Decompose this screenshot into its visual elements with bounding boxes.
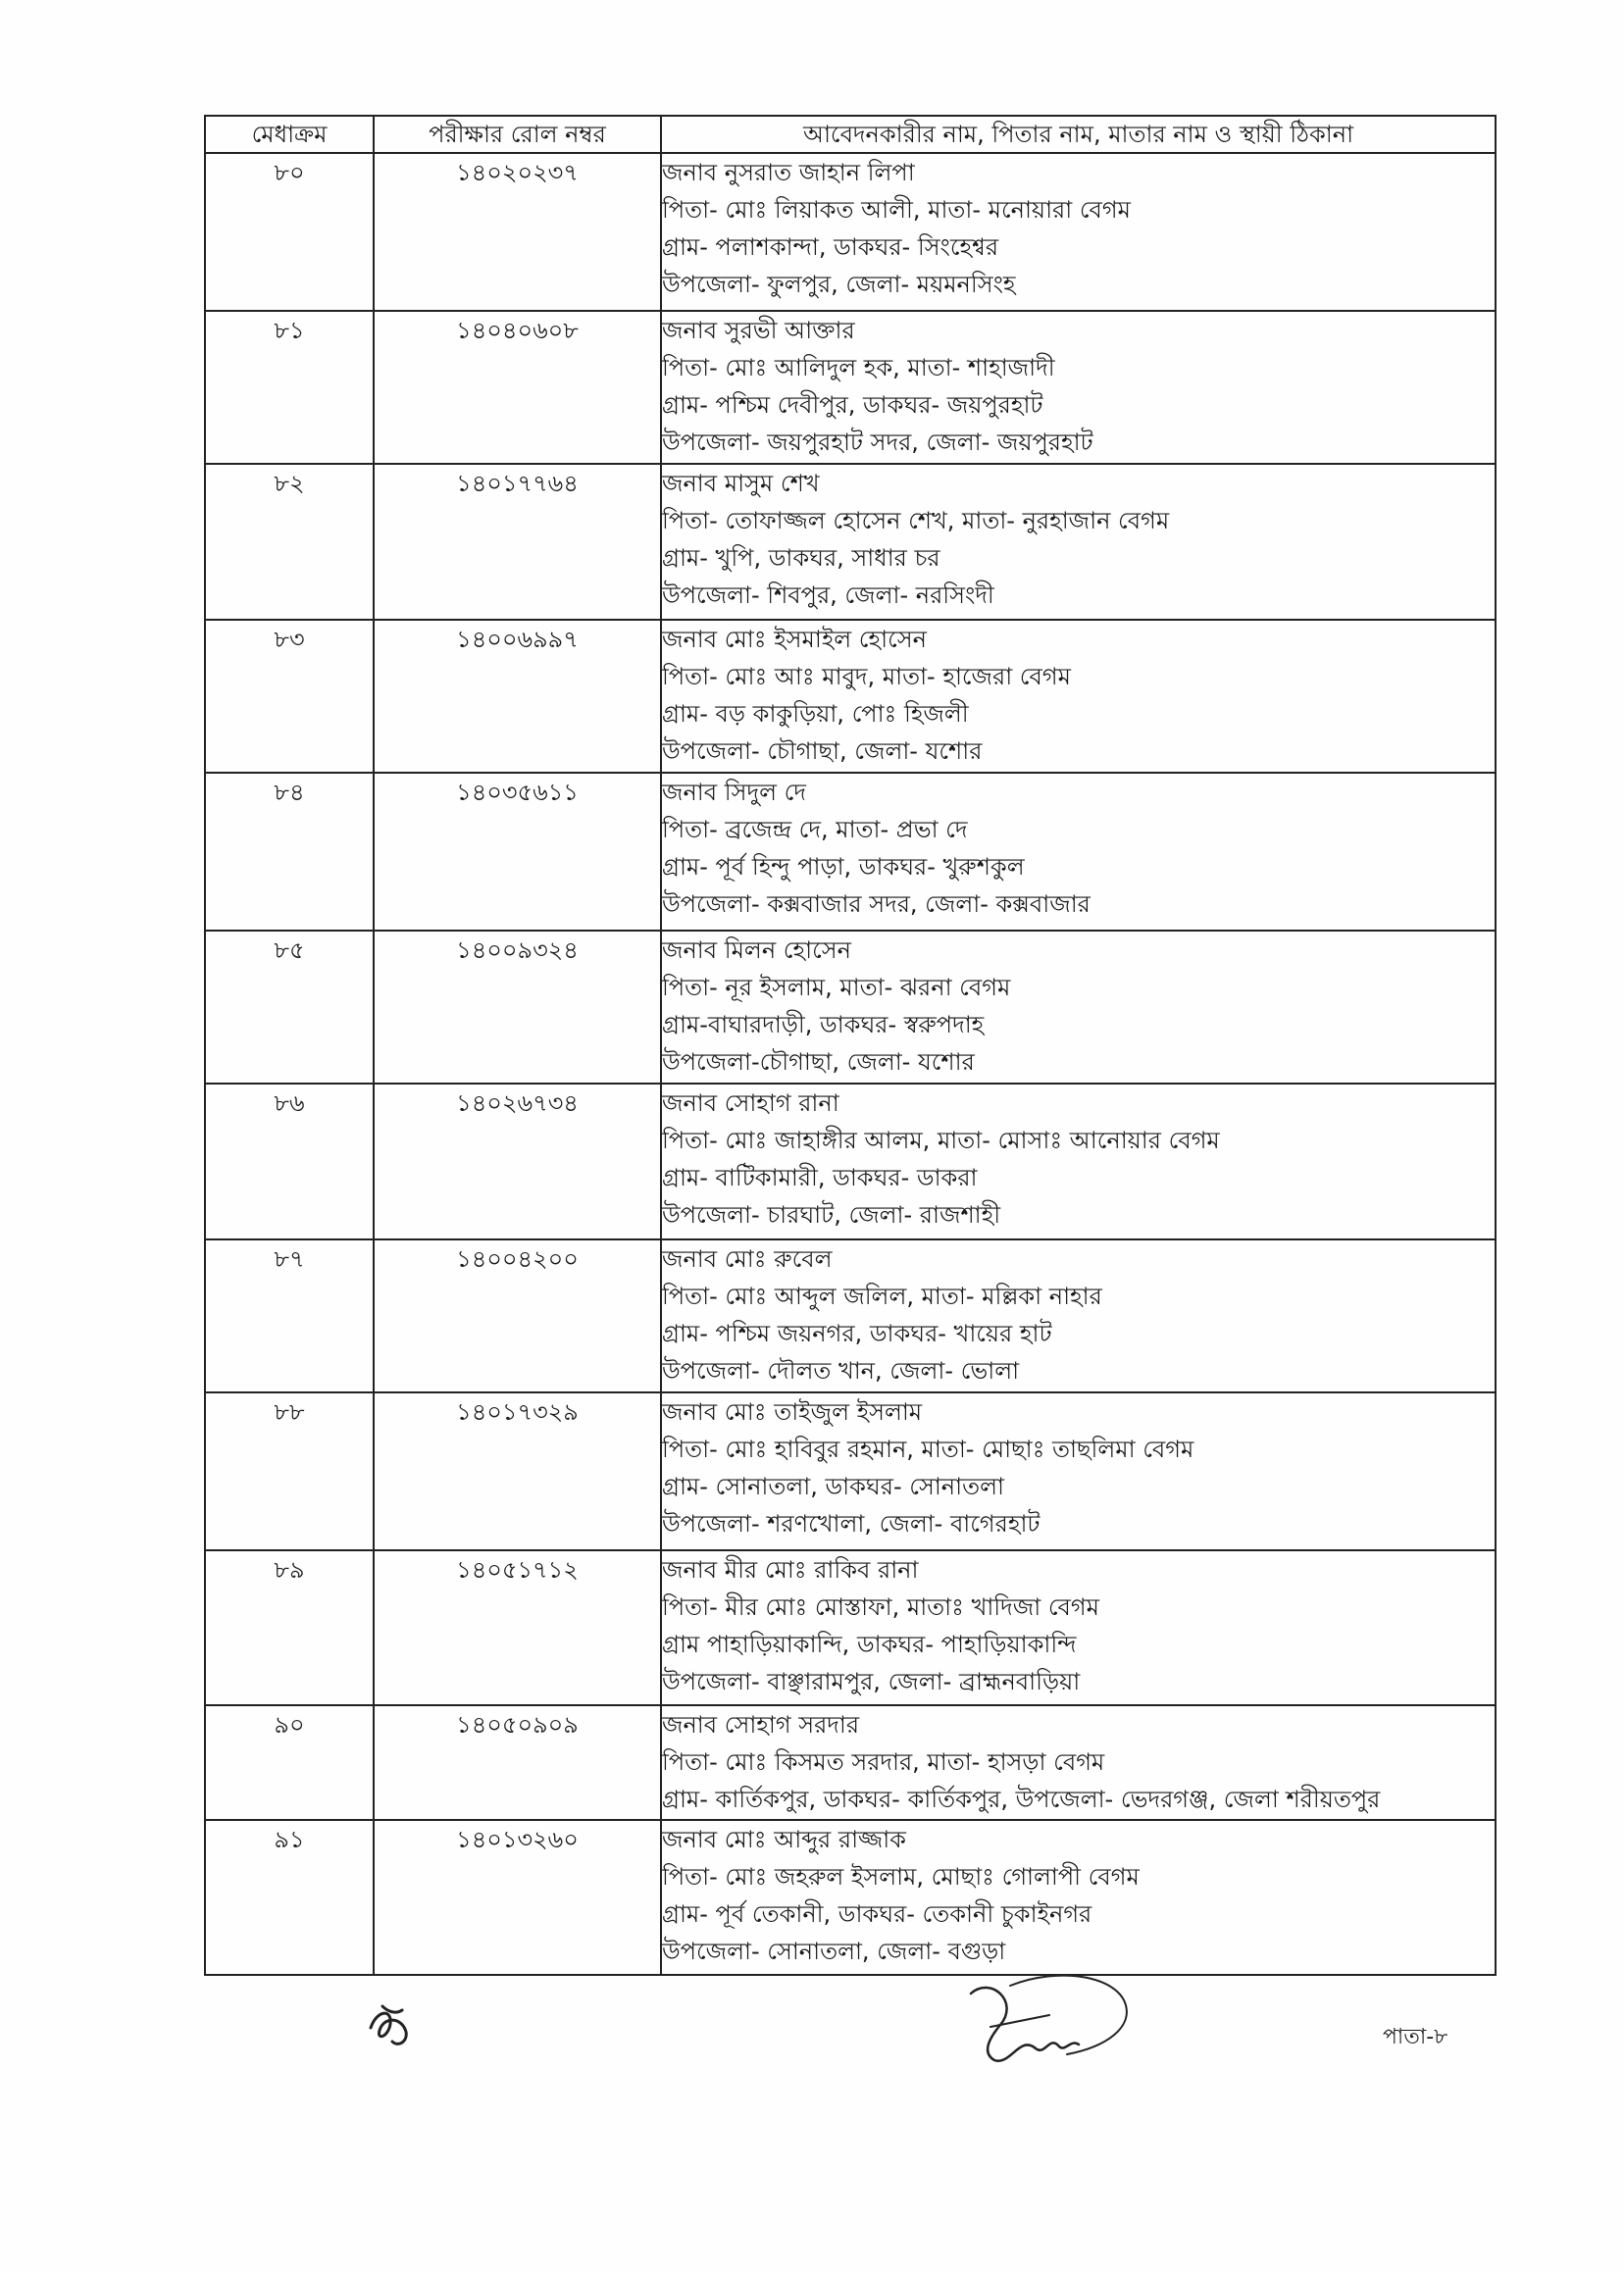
applicant-name: জনাব মোঃ আব্দুর রাজ্জাক [662, 1826, 906, 1853]
applicant-name: জনাব মাসুম শেখ [662, 470, 820, 497]
merit-rank-cell: ৮১ [205, 311, 374, 464]
merit-rank-cell: ৮৯ [205, 1550, 374, 1705]
table-row [205, 464, 1496, 620]
table-row [205, 1084, 1496, 1239]
table-row [205, 1820, 1496, 1975]
upazila-line: উপজেলা- শিবপুর, জেলা- নরসিংদী [662, 581, 994, 609]
parents-line: পিতা- মোঃ জাহাঙ্গীর আলম, মাতা- মোসাঃ আনোয়ার বেগম [662, 1127, 1220, 1154]
upazila-line: উপজেলা- চৌগাছা, জেলা- যশোর [662, 737, 983, 765]
table-row [205, 311, 1496, 464]
applicant-name: জনাব মিলন হোসেন [662, 936, 851, 964]
table-row [205, 773, 1496, 931]
merit-rank-cell: ৮০ [205, 153, 374, 311]
table-row [205, 1239, 1496, 1392]
table-row [205, 153, 1496, 311]
village-line: গ্রাম- পূর্ব তেকানী, ডাকঘর- তেকানী চুকাইনগর [662, 1900, 1092, 1928]
roll-number-cell: ১৪০৩৫৬১১ [374, 773, 661, 931]
header-rank: মেধাক্রম [205, 116, 374, 153]
header-roll: পরীক্ষার রোল নম্বর [374, 116, 661, 153]
village-line: গ্রাম- বাটিকামারী, ডাকঘর- ডাকরা [662, 1164, 978, 1191]
table-row [205, 1392, 1496, 1550]
applicant-details-cell [661, 153, 1496, 311]
upazila-line: উপজেলা- বাঞ্ছারামপুর, জেলা- ব্রাহ্মনবাড়িয়া [662, 1668, 1081, 1695]
roll-number-cell: ১৪০৪০৬০৮ [374, 311, 661, 464]
table-header-row [205, 116, 1496, 153]
upazila-line: উপজেলা- শরণখোলা, জেলা- বাগেরহাট [662, 1510, 1040, 1538]
table-body [205, 153, 1496, 1975]
village-line: গ্রাম- কার্তিকপুর, ডাকঘর- কার্তিকপুর, উপজেলা- ভেদরগঞ্জ, জেলা শরীয়তপুর [662, 1786, 1381, 1813]
village-line: গ্রাম- বড় কাকুড়িয়া, পোঃ হিজলী [662, 700, 969, 728]
roll-number-cell: ১৪০৫১৭১২ [374, 1550, 661, 1705]
parents-line: পিতা- ব্রজেন্দ্র দে, মাতা- প্রভা দে [662, 816, 968, 843]
applicant-name: জনাব নুসরাত জাহান লিপা [662, 159, 915, 186]
merit-rank-cell: ৮৬ [205, 1084, 374, 1239]
parents-line: পিতা- মোঃ লিয়াকত আলী, মাতা- মনোয়ারা বেগম [662, 196, 1131, 224]
village-line: গ্রাম- পশ্চিম জয়নগর, ডাকঘর- খায়ের হাট [662, 1320, 1052, 1347]
parents-line: পিতা- মোঃ আঃ মাবুদ, মাতা- হাজেরা বেগম [662, 663, 1071, 690]
roll-number-cell: ১৪০৫০৯০৯ [374, 1705, 661, 1820]
applicant-name: জনাব মীর মোঃ রাকিব রানা [662, 1556, 919, 1584]
initial-signature [363, 1998, 422, 2057]
roll-number-cell: ১৪০০৪২০০ [374, 1239, 661, 1392]
merit-rank-cell: ৮৪ [205, 773, 374, 931]
upazila-line: উপজেলা- দৌলত খান, জেলা- ভোলা [662, 1357, 1020, 1385]
parents-line: পিতা- নূর ইসলাম, মাতা- ঝরনা বেগম [662, 974, 1011, 1001]
upazila-line: উপজেলা-চৌগাছা, জেলা- যশোর [662, 1048, 975, 1076]
roll-number-cell: ১৪০০৯৩২৪ [374, 931, 661, 1084]
merit-rank-cell: ৮২ [205, 464, 374, 620]
merit-rank-cell: ৮৭ [205, 1239, 374, 1392]
merit-rank-cell: ৯১ [205, 1820, 374, 1975]
parents-line: পিতা- মীর মোঃ মোস্তাফা, মাতাঃ খাদিজা বেগম [662, 1593, 1099, 1621]
applicant-name: জনাব মোঃ ইসমাইল হোসেন [662, 626, 927, 653]
merit-list-table [204, 115, 1497, 1976]
table-row [205, 931, 1496, 1084]
upazila-line: উপজেলা- ফুলপুর, জেলা- ময়মনসিংহ [662, 271, 1016, 298]
upazila-line: উপজেলা- সোনাতলা, জেলা- বগুড়া [662, 1938, 1006, 1965]
village-line: গ্রাম- সোনাতলা, ডাকঘর- সোনাতলা [662, 1473, 1004, 1500]
applicant-name: জনাব সুরভী আক্তার [662, 317, 855, 344]
header-details: আবেদনকারীর নাম, পিতার নাম, মাতার নাম ও স্থায়ী ঠিকানা [661, 116, 1496, 153]
roll-number-cell: ১৪০১৭৩২৯ [374, 1392, 661, 1550]
parents-line: পিতা- মোঃ আব্দুল জলিল, মাতা- মল্লিকা নাহার [662, 1283, 1102, 1310]
village-line: গ্রাম- পলাশকান্দা, ডাকঘর- সিংহেশ্বর [662, 233, 999, 261]
applicant-details-cell [661, 931, 1496, 1084]
table-row [205, 1705, 1496, 1820]
village-line: গ্রাম পাহাড়িয়াকান্দি, ডাকঘর- পাহাড়িয়াকান্দি [662, 1631, 1077, 1658]
parents-line: পিতা- মোঃ আলিদুল হক, মাতা- শাহাজাদী [662, 354, 1055, 381]
parents-line: পিতা- মোঃ হাবিবুর রহমান, মাতা- মোছাঃ তাছলিমা বেগম [662, 1436, 1194, 1463]
applicant-details-cell [661, 773, 1496, 931]
village-line: গ্রাম- পূর্ব হিন্দু পাড়া, ডাকঘর- খুরুশকুল [662, 853, 1025, 881]
table-row [205, 620, 1496, 773]
page-number: পাতা-৮ [1383, 2025, 1448, 2049]
village-line: গ্রাম- পশ্চিম দেবীপুর, ডাকঘর- জয়পুরহাট [662, 391, 1043, 419]
upazila-line: উপজেলা- জয়পুরহাট সদর, জেলা- জয়পুরহাট [662, 429, 1093, 456]
applicant-details-cell [661, 1392, 1496, 1550]
applicant-details-cell [661, 620, 1496, 773]
applicant-details-cell [661, 1084, 1496, 1239]
applicant-name: জনাব সোহাগ সরদার [662, 1711, 860, 1739]
roll-number-cell: ১৪০১৩২৬০ [374, 1820, 661, 1975]
officer-signature [951, 1966, 1138, 2074]
parents-line: পিতা- মোঃ জহরুল ইসলাম, মোছাঃ গোলাপী বেগম [662, 1863, 1140, 1891]
parents-line: পিতা- তোফাজ্জল হোসেন শেখ, মাতা- নুরহাজান বেগম [662, 507, 1170, 534]
roll-number-cell: ১৪০২০২৩৭ [374, 153, 661, 311]
roll-number-cell: ১৪০১৭৭৬৪ [374, 464, 661, 620]
applicant-details-cell [661, 311, 1496, 464]
upazila-line: উপজেলা- চারঘাট, জেলা- রাজশাহী [662, 1201, 1001, 1229]
applicant-details-cell [661, 464, 1496, 620]
merit-rank-cell: ৮৩ [205, 620, 374, 773]
merit-rank-cell: ৮৮ [205, 1392, 374, 1550]
applicant-name: জনাব সোহাগ রানা [662, 1089, 839, 1117]
applicant-name: জনাব মোঃ তাইজুল ইসলাম [662, 1398, 923, 1426]
roll-number-cell: ১৪০২৬৭৩৪ [374, 1084, 661, 1239]
applicant-name: জনাব সিদুল দে [662, 779, 806, 806]
upazila-line: উপজেলা- কক্সবাজার সদর, জেলা- কক্সবাজার [662, 890, 1091, 918]
village-line: গ্রাম-বাঘারদাড়ী, ডাকঘর- স্বরুপদাহ [662, 1011, 985, 1038]
applicant-details-cell [661, 1550, 1496, 1705]
merit-rank-cell: ৯০ [205, 1705, 374, 1820]
applicant-details-cell [661, 1820, 1496, 1975]
merit-rank-cell: ৮৫ [205, 931, 374, 1084]
applicant-details-cell [661, 1705, 1496, 1820]
parents-line: পিতা- মোঃ কিসমত সরদার, মাতা- হাসড়া বেগম [662, 1748, 1105, 1776]
roll-number-cell: ১৪০০৬৯৯৭ [374, 620, 661, 773]
applicant-details-cell [661, 1239, 1496, 1392]
table-row [205, 1550, 1496, 1705]
village-line: গ্রাম- খুপি, ডাকঘর, সাধার চর [662, 544, 940, 572]
applicant-name: জনাব মোঃ রুবেল [662, 1245, 833, 1273]
